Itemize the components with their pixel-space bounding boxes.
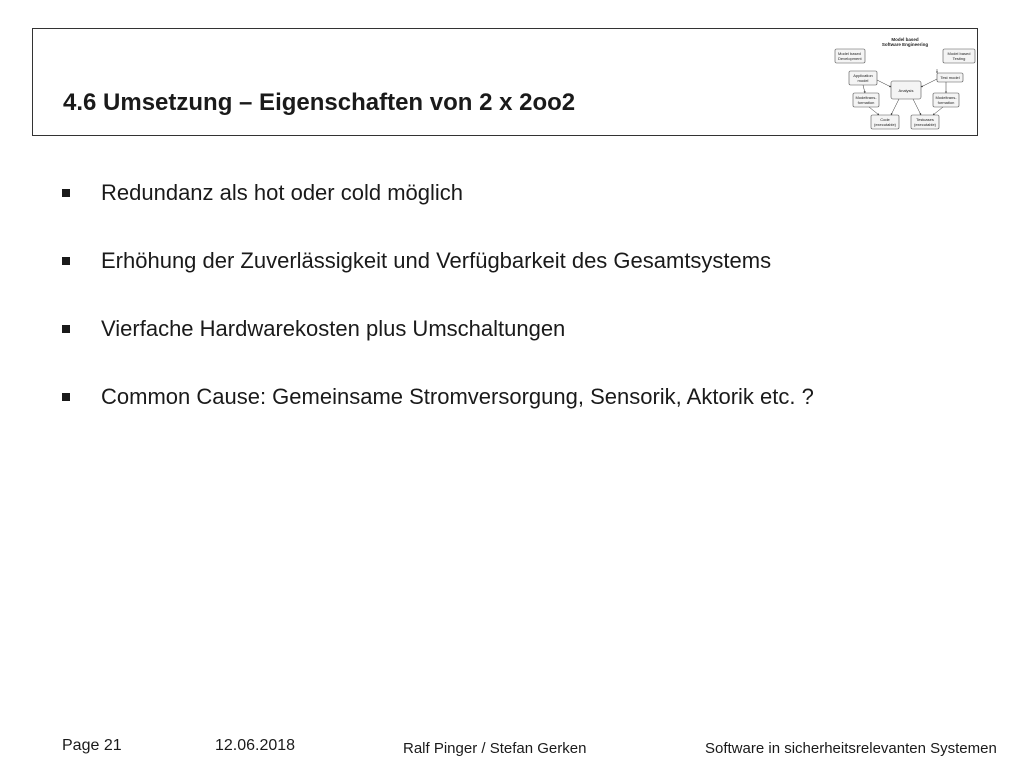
bullet-list [62, 180, 1002, 452]
diagram-title-2: Software Engineering [881, 42, 929, 47]
diagram-dev-1: Model based [838, 51, 861, 56]
slide-title: 4.6 Umsetzung – Eigenschaften von 2 x 2oo2 [63, 89, 576, 116]
bullet-text: Redundanz als hot oder cold möglich [101, 180, 464, 205]
bullet-item [62, 384, 1002, 452]
bullet-item [62, 316, 1002, 384]
diagram-code-2: (executable) [873, 122, 897, 127]
diagram-title-1: Model based [891, 37, 919, 42]
diagram-tc-2: (executable) [913, 122, 937, 127]
footer-authors: Ralf Pinger / Stefan Gerken [403, 740, 587, 757]
diagram-tc-1: Testcases [916, 117, 934, 122]
diagram-test-1: Model based [947, 51, 971, 56]
diagram-testmodel: Test model [940, 75, 960, 80]
diagram-mt-right-2: formation [937, 100, 955, 105]
bullet-text: Common Cause: Gemeinsame Stromversorgung, Sensorik, Aktorik etc. ? [101, 384, 814, 409]
diagram-app-1: Application [853, 73, 873, 78]
slide-header [32, 28, 978, 136]
bullet-square-icon [62, 189, 70, 197]
footer-page-number: Page 21 [62, 737, 122, 754]
model-based-engineering-diagram [833, 35, 977, 133]
diagram-svg [833, 35, 977, 133]
diagram-mt-right-1: Modeltrans- [935, 95, 957, 100]
diagram-mt-left-1: Modeltrans- [855, 95, 877, 100]
bullet-square-icon [62, 325, 70, 333]
bullet-square-icon [62, 257, 70, 265]
footer-course-title: Software in sicherheitsrelevanten Systemen [705, 740, 997, 757]
bullet-item [62, 248, 1002, 316]
diagram-dev-2: Development [838, 56, 862, 61]
bullet-text: Erhöhung der Zuverlässigkeit und Verfügbarkeit des Gesamtsystems [101, 248, 772, 273]
diagram-app-2: model [857, 78, 869, 83]
diagram-code-1: Code [880, 117, 890, 122]
diagram-test-2: Testing [952, 56, 966, 61]
diagram-mt-left-2: formation [857, 100, 875, 105]
bullet-item [62, 180, 1002, 248]
bullet-square-icon [62, 393, 70, 401]
footer-date: 12.06.2018 [215, 737, 296, 754]
diagram-analysis: Analysis [898, 88, 914, 93]
bullet-text: Vierfache Hardwarekosten plus Umschaltungen [101, 316, 566, 341]
